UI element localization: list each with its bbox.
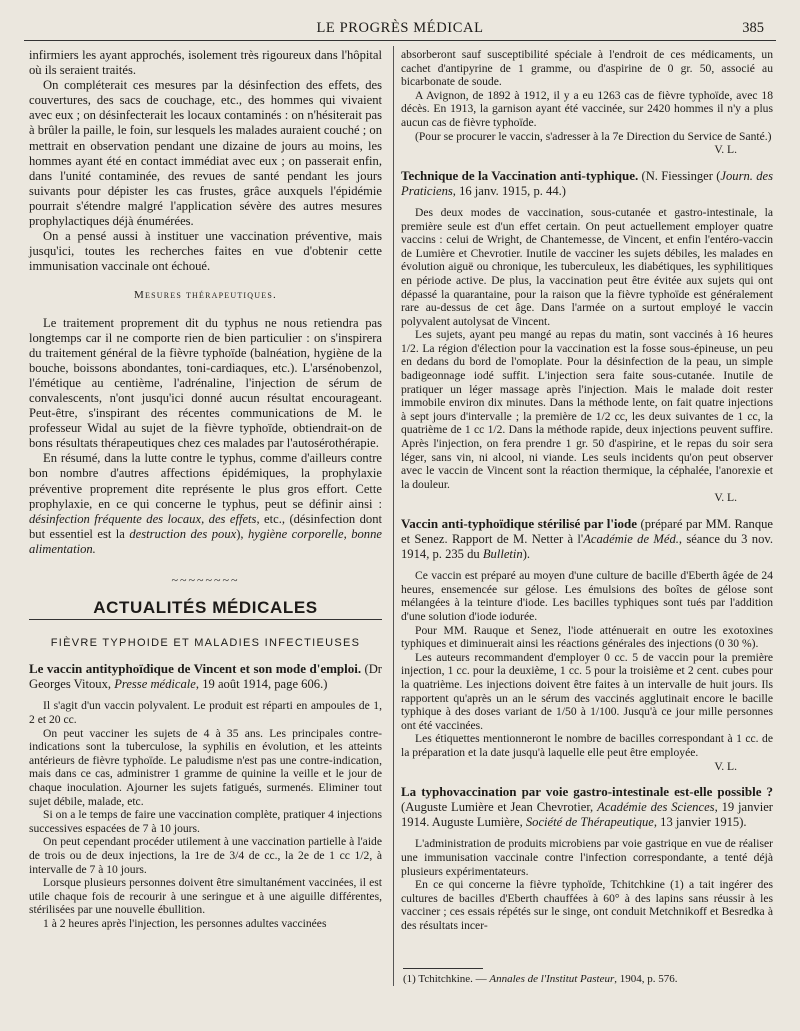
ornament-divider: ~~~~~~~~: [171, 573, 240, 587]
right-column: [401, 48, 773, 933]
article-body: [401, 569, 773, 773]
article-bulletin: Bulletin: [482, 547, 523, 562]
paragraph: On a pensé aussi à instituer une vaccination préventive, mais jusqu'ici, toutes les recherches faites en vue d'obtenir cette immunisation vaccinale ont échoué.: [29, 229, 382, 274]
article-author: (Dr Georges Vitoux,: [29, 662, 382, 692]
paragraph: Pour MM. Rauque et Senez, l'iode atténuerait en outre les exotoxines typhiques et diminuerait ainsi les réactions générales des injections (0 30 %).: [401, 623, 773, 651]
footnote-author: (1) Tchitchkine. —: [403, 973, 490, 985]
article-ref: , 19 janvier 1914. Auguste Lumière,: [401, 800, 773, 830]
article-ref: , 16 janv. 1915, p. 44.): [452, 183, 566, 198]
paragraph: infirmiers les ayant approchés, isolement très rigoureux dans l'hôpital où ils seraient traités.: [29, 48, 382, 78]
article-journal: Journ. des Praticiens: [401, 168, 773, 198]
paragraph: On peut cependant procéder utilement à une vaccination partielle à l'aide de trois ou de deux injections, la 1re de 3/4 de cc., la 2e de 1 cc 1/2, à intervalle de 7 à 10 jours.: [29, 835, 382, 876]
article-journal: Presse médicale: [114, 677, 196, 692]
article-body: [401, 837, 773, 932]
footnote: [403, 972, 773, 986]
paragraph: L'administration de produits microbiens par voie gastrique en vue de réaliser une immunisation vaccinale contre l'infection correspondante, a tenté déjà plusieurs expérimentateurs.: [401, 837, 773, 878]
paragraph: 1 à 2 heures après l'injection, les personnes adultes vaccinées: [43, 916, 327, 930]
article-title: [401, 784, 773, 830]
journal-title: LE PROGRÈS MÉDICAL: [316, 20, 484, 36]
paragraph: A Avignon, de 1892 à 1912, il y a eu 1263 cas de fièvre typhoïde, avec 18 décès. En 1913, la garnison ayant été vaccinée, sur 2420 hommes il n'y a plus aucun cas de fièvre typhoïde.: [401, 88, 773, 129]
paragraph: Les auteurs recommandent d'employer 0 cc. 5 de vaccin pour la première injection, 1 cc. pour la deuxième, 1 cc. 5 pour la troisième et 2 cent. cubes pour la quatrième. Les injections doivent être faites à un intervalle de huit jours. Ils rapportent qu'après un an le sérum des vaccinés agglutinait encore le bacille typhique à des doses variant de 1/50 à 1/100. Jusqu'à ce jour mille personnes ont été vaccinées.: [401, 650, 773, 732]
paragraph: Les étiquettes mentionneront le nombre de bacilles correspondant à 1 cc. de la préparation et la date jusqu'à laquelle elle peut être employée.: [401, 732, 773, 759]
article-title-bold: Vaccin anti-typhoïdique stérilisé par l'iode: [401, 516, 638, 531]
article-title-bold: Le vaccin antityphoïdique de Vincent et son mode d'emploi.: [29, 661, 362, 677]
article-title: [401, 516, 773, 562]
paragraph: Des deux modes de vaccination, sous-cutanée et gastro-intestinale, la première seule est d'un effet certain. On peut actuellement employer quatre vaccins : celui de Wright, de Chantemesse, de Vincent, et enfin l'entéro-vaccin de Lumière et Chevrotier. Inutile de vacciner les sujets débiles, les malades en évolution aiguë ou chronique, les tuberculeux, les diabétiques, les syphilitiques en période active. De plus, la vaccination peut être évitée aux sujets qui ont dépassé la quarantaine, pour la raison que la fièvre typhoïde est généralement rare au-dessus de cet âge. Dans l'armée on a surtout employé le vaccin polyvalent autolysat de Vincent.: [401, 205, 773, 328]
article-ref-end: ).: [522, 547, 531, 562]
text-run: , etc., (désinfection dont but essentiel est la: [29, 511, 383, 541]
footnote-rule: [403, 968, 483, 969]
article-author: (préparé par MM. Ranque et Senez. Rapport de M. Netter à l': [401, 517, 773, 547]
article-body: [29, 699, 382, 930]
paragraph: [29, 451, 382, 557]
page-number: 385: [742, 20, 764, 36]
paragraph: Lorsque plusieurs personnes doivent être simultanément vaccinées, il est utile chaque fois de recourir à une seringue et à une aiguille différentes, stérilisées par une nouvelle ébullition.: [29, 876, 382, 917]
signature: V. L.: [714, 759, 737, 773]
paragraph: Les sujets, ayant peu mangé au repas du matin, sont vaccinés à 16 heures 1/2. La région d'élection pour la vaccination est la fosse sous-épineuse, un peu en dedans du bord de l'omoplate. Pour la désinfection de la peau, un simple badigeonnage iodé suffit. L'injection sera faite sous-cutanée. Inutile de pratiquer un léger massage après l'injection. Mais le malade doit rester immobile environ dix minutes. Dans la méthode lente, on fait quatre injections à sept jours d'intervalle ; la première de 1/2 cc, les deux suivantes de 1 cc, la quatrième de 1 cc 1/2. Dans la méthode rapide, deux injections peuvent suffire. Après l'injection, on fera prendre 1 gr. 50 d'aspirine, et le repas du soir sera léger, sans vin, ni alcool, ni viande. Les seuls incidents qu'on peut observer avec le vaccin de Vincent sont la réaction thermique, la céphalée, l'anorexie et la douleur.: [401, 328, 773, 491]
footnote-ref: , 1904, p. 576.: [614, 973, 678, 985]
left-column: [29, 48, 382, 931]
sub-rubric: FIÈVRE TYPHOIDE ET MALADIES INFECTIEUSES: [50, 637, 361, 650]
italic-run: désinfection fréquente des locaux, des effets: [29, 511, 257, 526]
italic-run: hygiène corporelle, bonne alimentation.: [29, 526, 382, 556]
signature: V. L.: [714, 491, 737, 505]
signature: V. L.: [714, 143, 737, 157]
section-heading: Mesures thérapeutiques.: [134, 289, 277, 302]
article-title: [29, 661, 382, 692]
article-title-bold: La typhovaccination par voie gastro-intestinale est-elle possible ?: [401, 784, 773, 800]
article-ref-end: , 13 janvier 1915).: [653, 815, 747, 830]
header-rule: [24, 40, 776, 41]
article-journal: Académie de Méd.: [583, 532, 679, 547]
paragraph: (Pour se procurer le vaccin, s'adresser à la 7e Direction du Service de Santé.): [415, 129, 772, 143]
paragraph: On peut vacciner les sujets de 4 à 35 ans. Les principales contre-indications sont la tuberculose, la syphilis en évolution, et les atteints antérieurs de fièvre typhoïde. Le paludisme n'est pas une contre-indication, mais dans ce cas, administrer 1 gramme de quinine la veille et le jour de chaque inoculation. Ajourner les sujets fatigués, surmenés. Eliminer tout sujet débile, malade, etc.: [29, 726, 382, 808]
article-ref: , 19 août 1914, page 606.): [195, 677, 328, 692]
article-ref: , séance du 3 nov. 1914, p. 235 du: [401, 532, 773, 562]
article-body: [401, 206, 773, 505]
text-run: En résumé, dans la lutte contre le typhus, comme d'ailleurs contre bon nombre d'autres affections épidémiques, la prophylaxie préventive proprement dite représente le plus gros effort. Cette prophylaxie, en ce qui concerne le typhus, peut se définir ainsi :: [29, 451, 382, 511]
paragraph: Le traitement proprement dit du typhus ne nous retiendra pas longtemps car il ne comporte rien de bien particulier : on s'inspirera du traitement général de la fièvre typhoïde (balnéation, hygiène de la bouche, boissons abondantes, toni-cardiaques, etc.). L'arsénobenzol, l'émétique au centième, l'adrénaline, l'injection de sérum de convalescents, n'ont jusqu'ici donné aucun résultat encourageant. Peut-être, s'inspirant des récentes communications de M. le professeur Widal au sujet de la fièvre typhoïde, obtiendrait-on de bons résultats thérapeutiques chez ces malades par l'autosérothérapie.: [29, 315, 382, 451]
paragraph: On compléterait ces mesures par la désinfection des effets, des couvertures, des sacs de couchage, etc., des hommes qui vivaient avec eux ; on désinfecterait les locaux contaminés : on n'hésiterait pas à brûler la paille, le foin, sur lesquels les malades auraient couché ; on mettrait en observation pendant une dizaine de jours au moins, les hommes ayant été en contact immédiat avec eux ; on passerait enfin, dans l'unité contaminée, des revues de santé pendant les jours suivants pour dépister les cas frustes, grâce auxquels l'épidémie pourrait s'étendre malgré l'application sévère des autres mesures prophylactiques déjà énumérées.: [29, 78, 382, 229]
article-title-bold: Technique de la Vaccination anti-typhique.: [401, 167, 639, 183]
paragraph: En ce qui concerne la fièvre typhoïde, Tchitchkine (1) a tait ingérer des cultures de bacilles d'Eberth chauffées à 60° à des lapins sans réussir à les vacciner ; ces essais répétés sur le singe, ont conduit Metchnikoff et Besredka à des résultats incer-: [401, 878, 773, 933]
article-journal: Académie des Sciences: [597, 800, 715, 815]
article-author: (Auguste Lumière et Jean Chevrotier,: [401, 800, 598, 815]
running-head: [0, 20, 800, 42]
paragraph: Ce vaccin est préparé au moyen d'une culture de bacille d'Eberth âgée de 24 heures, ensemencée sur gélose. Les émulsions des boîtes de gélose sont mélangées à la teinture d'iode. Les bacilles typhiques sont tués par l'addition d'une solution d'iode iodurée.: [401, 569, 773, 624]
text-run: ),: [236, 526, 248, 541]
paragraph: absorberont sauf susceptibilité spéciale à l'endroit de ces médicaments, un cachet d'antipyrine de 1 gramme, ou d'aspirine de 0 gr. 50, associé au bicarbonate de soude.: [401, 48, 773, 89]
paragraph: Si on a le temps de faire une vaccination complète, pratiquer 4 injections successives espacées de 7 à 10 jours.: [29, 808, 382, 835]
column-divider: [393, 46, 394, 986]
footnote-journal: Annales de l'Institut Pasteur: [489, 973, 615, 985]
rubric-title: ACTUALITÉS MÉDICALES: [29, 600, 382, 620]
italic-run: destruction des poux: [129, 526, 237, 541]
article-title: [401, 168, 773, 199]
paragraph: Il s'agit d'un vaccin polyvalent. Le produit est réparti en ampoules de 1, 2 et 20 cc.: [29, 699, 382, 727]
article-journal: Société de Thérapeutique: [525, 815, 654, 830]
article-continuation: [401, 48, 773, 157]
article-author: (N. Fiessinger (: [638, 168, 721, 183]
